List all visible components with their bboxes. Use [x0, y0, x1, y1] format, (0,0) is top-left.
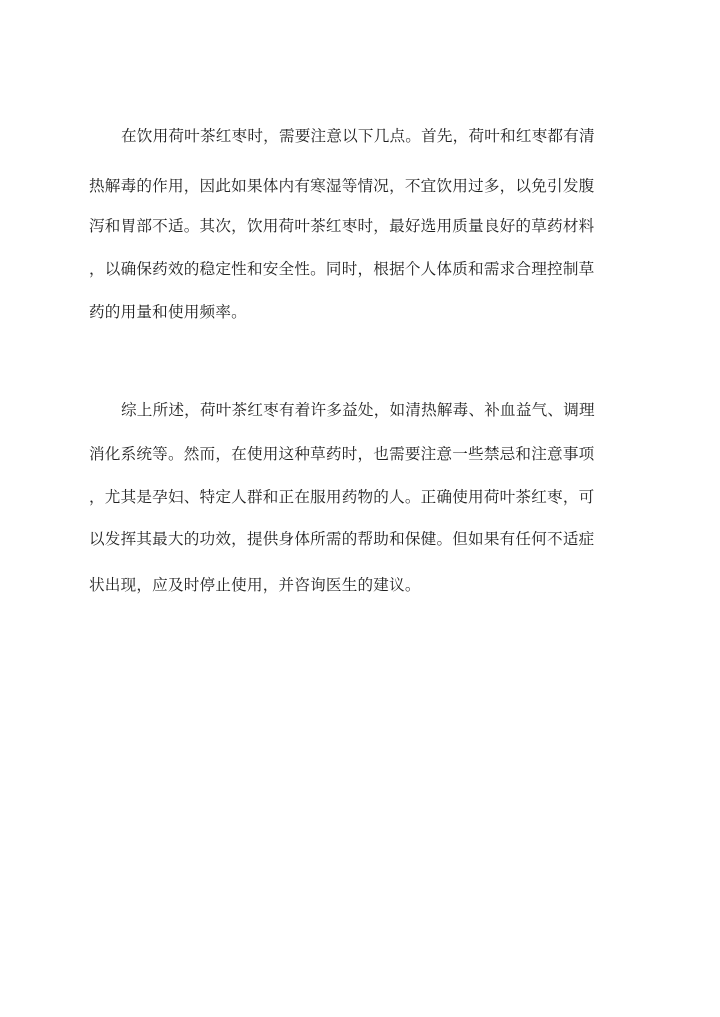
paragraph-line: 综上所述，荷叶茶红枣有着许多益处，如清热解毒、补血益气、调理 — [121, 401, 595, 419]
paragraph-line: 以发挥其最大的功效，提供身体所需的帮助和保健。但如果有任何不适症 — [89, 530, 595, 548]
paragraph-line: ，以确保药效的稳定性和安全性。同时，根据个人体质和需求合理控制草 — [89, 260, 595, 278]
paragraph-line: 在饮用荷叶茶红枣时，需要注意以下几点。首先，荷叶和红枣都有清 — [121, 127, 595, 145]
paragraph-line: 热解毒的作用，因此如果体内有寒湿等情况，不宜饮用过多，以免引发腹 — [89, 177, 595, 195]
paragraph-line: ，尤其是孕妇、特定人群和正在服用药物的人。正确使用荷叶茶红枣，可 — [89, 488, 595, 506]
paragraph-line: 状出现，应及时停止使用，并咨询医生的建议。 — [89, 576, 421, 594]
paragraph-line: 泻和胃部不适。其次，饮用荷叶茶红枣时，最好选用质量良好的草药材料 — [89, 217, 595, 235]
paragraph-line: 药的用量和使用频率。 — [89, 303, 247, 321]
paragraph-line: 消化系统等。然而，在使用这种草药时，也需要注意一些禁忌和注意事项 — [89, 445, 595, 463]
